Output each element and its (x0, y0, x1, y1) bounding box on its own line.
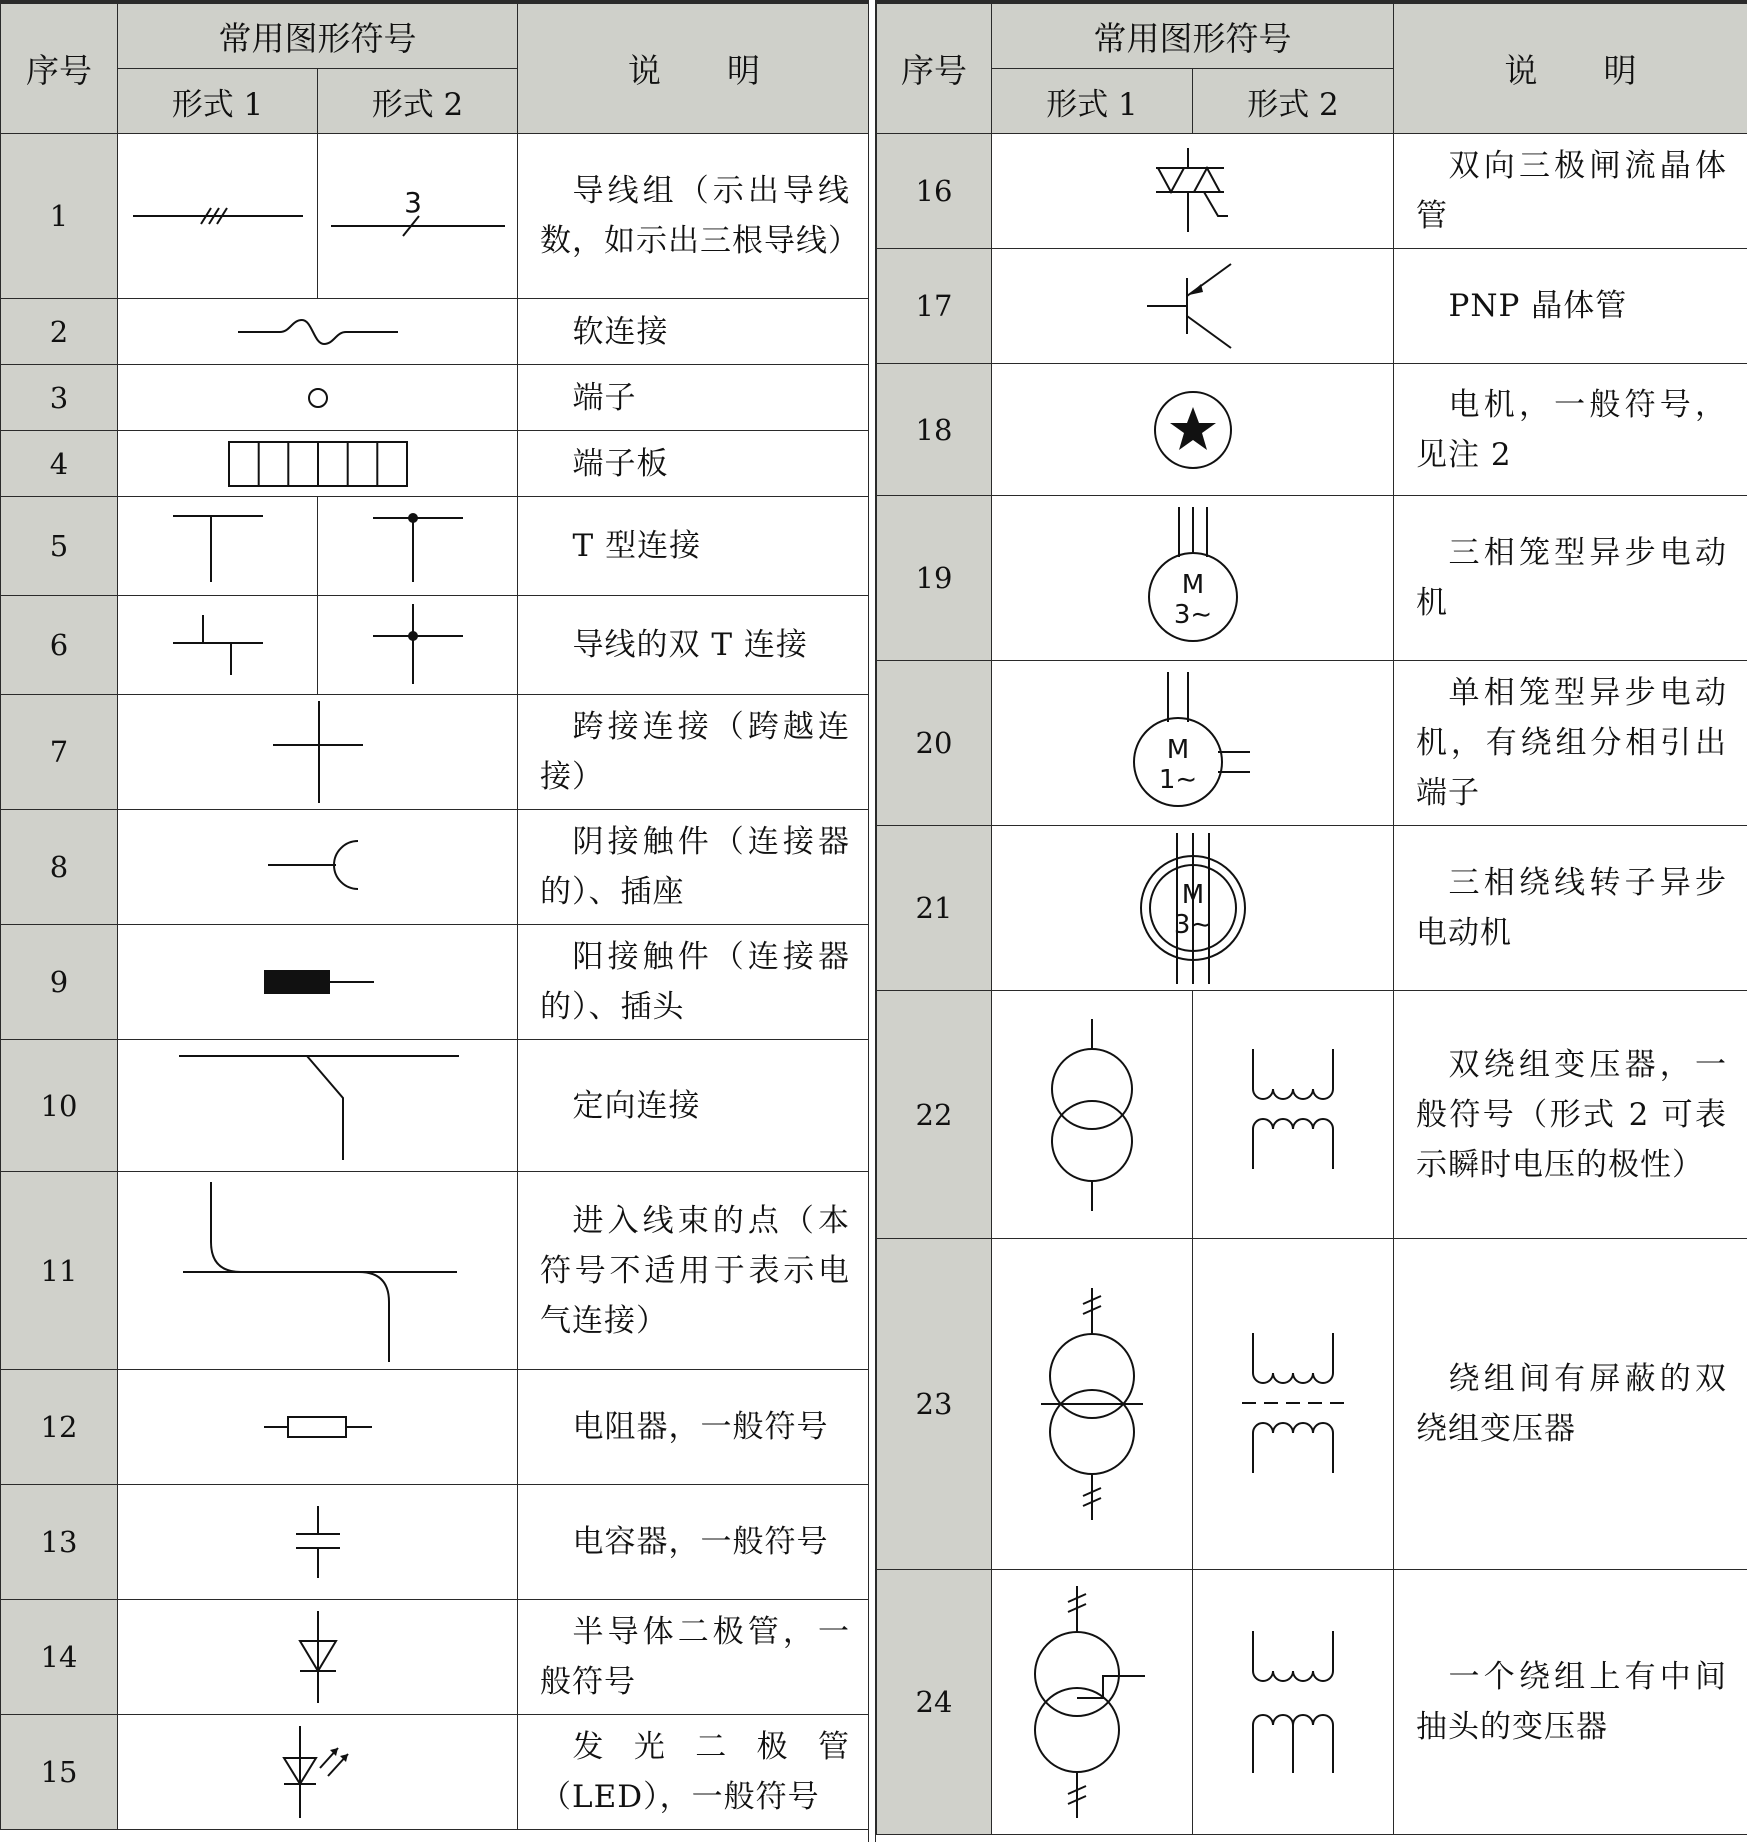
diode-icon (288, 1607, 348, 1707)
table-row (877, 364, 1747, 496)
left-table (0, 3, 871, 1830)
row-number: 19 (877, 496, 992, 661)
led-icon (278, 1722, 358, 1822)
header-index: 序号 (1, 4, 118, 134)
single-phase-motor-symbol (992, 661, 1394, 826)
row-description: 绕组间有屏蔽的双绕组变压器 (1394, 1239, 1747, 1570)
row-number: 14 (1, 1600, 118, 1715)
t-connection-symbol-form1 (118, 497, 318, 596)
three-phase-motor-symbol (992, 496, 1394, 661)
row-number: 8 (1, 810, 118, 925)
header-symbols: 常用图形符号 (992, 4, 1394, 69)
plug-icon (258, 962, 378, 1002)
table-row (1, 497, 871, 596)
resistor-icon (258, 1407, 378, 1447)
pnp-transistor-symbol (992, 249, 1394, 364)
triac-symbol (992, 134, 1394, 249)
row-number: 9 (1, 925, 118, 1040)
wire-group-count-icon (323, 186, 513, 246)
wire-group-symbol-form1 (118, 134, 318, 299)
transformer-coils-icon (1243, 1045, 1343, 1185)
t-connection-dot-icon (363, 506, 473, 586)
row-number: 5 (1, 497, 118, 596)
row-description: 软连接 (518, 299, 871, 365)
motor-phase: 1∼ (1158, 765, 1197, 795)
shielded-transformer-symbol-form1 (992, 1239, 1193, 1570)
single-phase-motor-icon (1128, 668, 1258, 818)
wound-rotor-motor-symbol (992, 826, 1394, 991)
terminal-board-icon (223, 438, 413, 490)
header-form2: 形式 2 (1193, 69, 1394, 134)
table-row (1, 1370, 871, 1485)
table-row (877, 249, 1747, 364)
row-description: 跨接连接（跨越连接） (518, 695, 871, 810)
double-t-symbol-form1 (118, 596, 318, 695)
row-number: 23 (877, 1239, 992, 1570)
table-row (877, 826, 1747, 991)
wire-count-label: 3 (403, 186, 422, 219)
crossing-icon (263, 697, 373, 807)
transformer-circles-icon (1042, 1015, 1142, 1215)
transformer-symbol-form1 (992, 991, 1193, 1239)
socket-icon (258, 837, 378, 897)
motor-letter: M (1181, 879, 1204, 910)
t-connection-icon (163, 506, 273, 586)
row-description: 电阻器，一般符号 (518, 1370, 871, 1485)
three-phase-motor-icon (1143, 503, 1243, 653)
table-row (877, 1239, 1747, 1570)
double-t-symbol-form2 (318, 596, 518, 695)
header-index: 序号 (877, 4, 992, 134)
terminal-board-symbol (118, 431, 518, 497)
row-description: 电机，一般符号，见注 2 (1394, 364, 1747, 496)
harness-entry-symbol (118, 1172, 518, 1370)
row-description: 双向三极闸流晶体管 (1394, 134, 1747, 249)
row-number: 16 (877, 134, 992, 249)
row-number: 1 (1, 134, 118, 299)
transformer-symbol-form2 (1193, 991, 1394, 1239)
row-description: 单相笼型异步电动机，有绕组分相引出端子 (1394, 661, 1747, 826)
row-description: 进入线束的点（本符号不适用于表示电气连接） (518, 1172, 871, 1370)
tapped-transformer-coils-icon (1238, 1627, 1348, 1777)
harness-entry-icon (173, 1176, 463, 1366)
header-symbols: 常用图形符号 (118, 4, 518, 69)
plug-symbol (118, 925, 518, 1040)
row-description: 阴接触件（连接器的）、插座 (518, 810, 871, 925)
directed-connection-icon (173, 1048, 463, 1163)
resistor-symbol (118, 1370, 518, 1485)
table-row (1, 431, 871, 497)
right-table (876, 3, 1747, 1835)
t-connection-symbol-form2 (318, 497, 518, 596)
row-number: 24 (877, 1570, 992, 1835)
double-t-dot-icon (363, 600, 473, 690)
row-description: 三相笼型异步电动机 (1394, 496, 1747, 661)
table-row (877, 496, 1747, 661)
flexible-connection-symbol (118, 299, 518, 365)
row-number: 10 (1, 1040, 118, 1172)
row-description: 发光二极管（LED），一般符号 (518, 1715, 871, 1830)
table-row (1, 1040, 871, 1172)
table-row (1, 1715, 871, 1830)
row-number: 18 (877, 364, 992, 496)
capacitor-symbol (118, 1485, 518, 1600)
flexible-connection-icon (218, 312, 418, 352)
tapped-transformer-symbol-form2 (1193, 1570, 1394, 1835)
table-row (877, 1570, 1747, 1835)
row-number: 11 (1, 1172, 118, 1370)
header-form1: 形式 1 (992, 69, 1193, 134)
row-description: 阳接触件（连接器的）、插头 (518, 925, 871, 1040)
row-description: 导线组（示出导线数，如示出三根导线） (518, 134, 871, 299)
table-row (1, 810, 871, 925)
terminal-symbol (118, 365, 518, 431)
table-row (877, 134, 1747, 249)
row-number: 22 (877, 991, 992, 1239)
shielded-transformer-circles-icon (1037, 1284, 1147, 1524)
row-description: 定向连接 (518, 1040, 871, 1172)
wire-group-symbol-form2 (318, 134, 518, 299)
row-number: 13 (1, 1485, 118, 1600)
header-form1: 形式 1 (118, 69, 318, 134)
table-row (1, 1485, 871, 1600)
terminal-icon (298, 378, 338, 418)
row-number: 21 (877, 826, 992, 991)
motor-phase: 3∼ (1173, 600, 1212, 630)
crossing-symbol (118, 695, 518, 810)
row-description: 半导体二极管，一般符号 (518, 1600, 871, 1715)
motor-phase: 3∼ (1173, 909, 1212, 940)
table-row (1, 299, 871, 365)
row-number: 17 (877, 249, 992, 364)
row-description: T 型连接 (518, 497, 871, 596)
header-description: 说 明 (1394, 4, 1747, 134)
motor-letter: M (1181, 570, 1204, 600)
table-row (877, 991, 1747, 1239)
diode-symbol (118, 1600, 518, 1715)
shielded-transformer-coils-icon (1238, 1329, 1348, 1479)
table-row (1, 596, 871, 695)
motor-star-icon (1148, 385, 1238, 475)
header-form2: 形式 2 (318, 69, 518, 134)
table-row (1, 695, 871, 810)
header-description: 说 明 (518, 4, 871, 134)
row-description: 电容器，一般符号 (518, 1485, 871, 1600)
row-number: 3 (1, 365, 118, 431)
row-description: PNP 晶体管 (1394, 249, 1747, 364)
table-row (1, 134, 871, 299)
table-row (1, 925, 871, 1040)
shielded-transformer-symbol-form2 (1193, 1239, 1394, 1570)
row-description: 导线的双 T 连接 (518, 596, 871, 695)
directed-connection-symbol (118, 1040, 518, 1172)
motor-letter: M (1166, 735, 1189, 765)
row-number: 12 (1, 1370, 118, 1485)
motor-general-symbol (992, 364, 1394, 496)
table-row (1, 1600, 871, 1715)
tapped-transformer-circles-icon (1027, 1582, 1157, 1822)
row-number: 6 (1, 596, 118, 695)
tapped-transformer-symbol-form1 (992, 1570, 1193, 1835)
row-description: 双绕组变压器，一般符号（形式 2 可表示瞬时电压的极性） (1394, 991, 1747, 1239)
led-symbol (118, 1715, 518, 1830)
triac-icon (1148, 146, 1238, 236)
wire-group-icon (123, 196, 313, 236)
capacitor-icon (288, 1502, 348, 1582)
pnp-transistor-icon (1143, 256, 1243, 356)
table-divider (868, 0, 876, 1842)
row-description: 一个绕组上有中间抽头的变压器 (1394, 1570, 1747, 1835)
table-row (1, 1172, 871, 1370)
row-number: 4 (1, 431, 118, 497)
table-row (1, 365, 871, 431)
row-number: 15 (1, 1715, 118, 1830)
socket-symbol (118, 810, 518, 925)
wound-rotor-motor-icon (1133, 831, 1253, 986)
row-description: 端子板 (518, 431, 871, 497)
row-description: 端子 (518, 365, 871, 431)
row-number: 7 (1, 695, 118, 810)
double-t-icon (163, 605, 273, 685)
table-row (877, 661, 1747, 826)
row-number: 20 (877, 661, 992, 826)
row-number: 2 (1, 299, 118, 365)
row-description: 三相绕线转子异步电动机 (1394, 826, 1747, 991)
